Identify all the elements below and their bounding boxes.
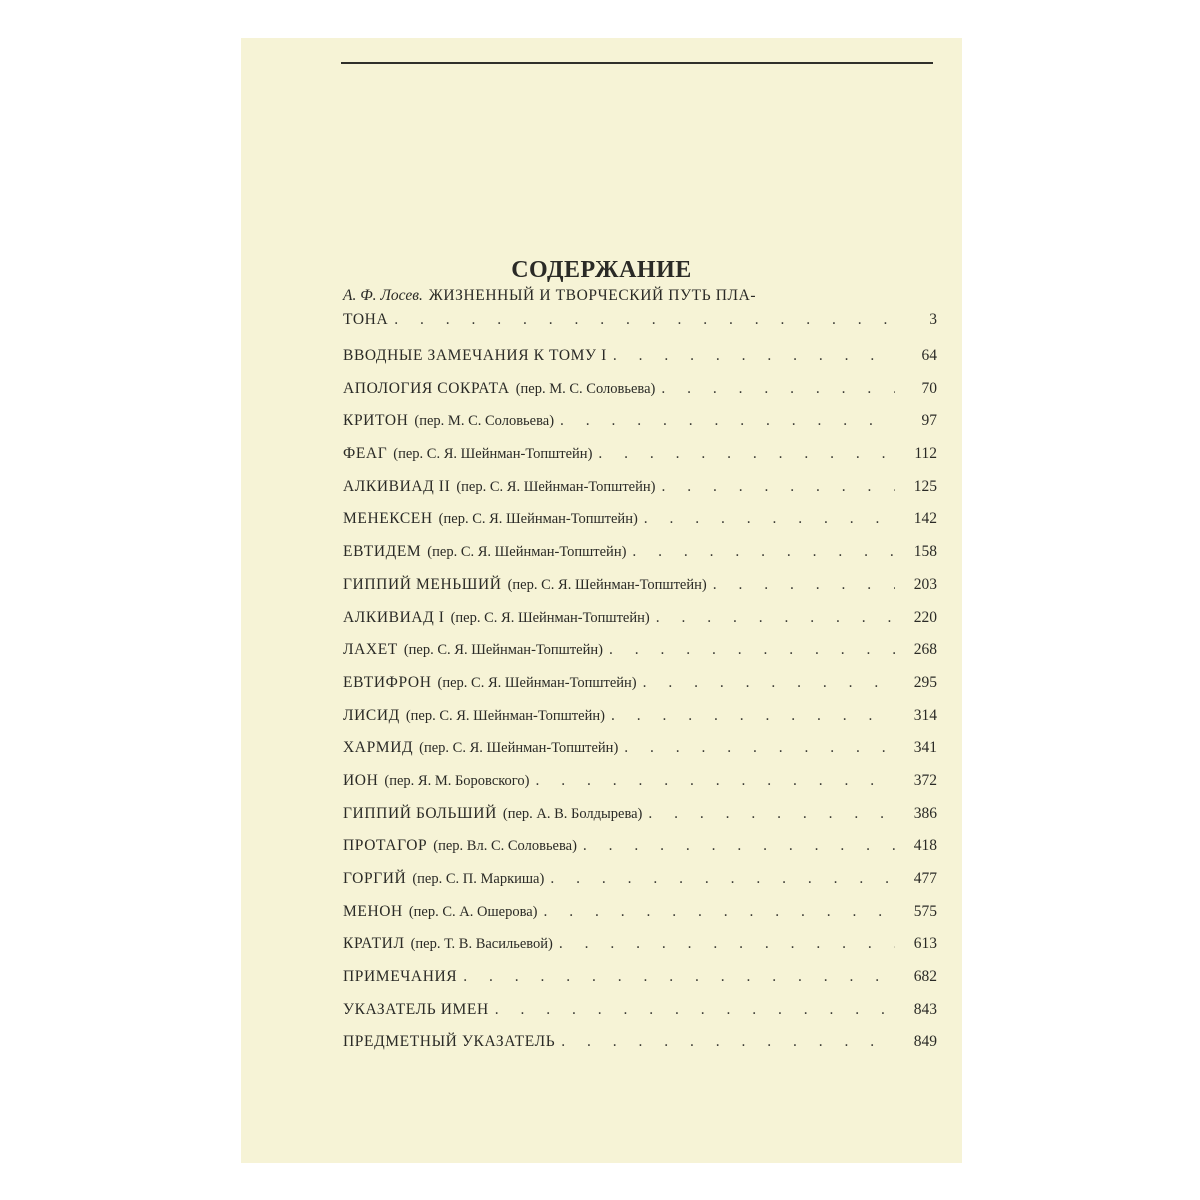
toc-entry-title: ГИППИЙ БОЛЬШИЙ [343,804,497,822]
toc-entry-translator: (пер. Вл. С. Соловьева) [433,838,577,855]
dot-leader [394,311,895,329]
toc-entry-page: 203 [913,575,937,593]
dot-leader [643,674,895,692]
toc-entry-intro-continued [343,311,937,347]
toc-entry [343,510,937,543]
toc-entry-title: ЛАХЕТ [343,641,398,659]
toc-entry-page: 682 [913,968,937,986]
toc-entry [343,576,937,609]
toc-entry [343,903,937,936]
toc-entry-title: ВВОДНЫЕ ЗАМЕЧАНИЯ К ТОМУ I [343,347,607,364]
toc-entry-title: МЕНЕКСЕН [343,510,433,528]
dot-leader [535,772,895,790]
toc-entry-page: 575 [913,902,937,920]
dot-leader [560,412,895,430]
dot-leader [544,903,895,921]
toc-entry [343,805,937,838]
toc-entry-title: ЖИЗНЕННЫЙ И ТВОРЧЕСКИЙ ПУТЬ ПЛА- [428,287,757,304]
toc-entry-translator: (пер. С. А. Ошерова) [408,903,538,920]
toc-entry-title: ФЕАГ [343,445,388,463]
dot-leader [583,837,895,855]
toc-entry-translator: (пер. С. Я. Шейнман-Топштейн) [393,446,593,463]
toc-entry-page: 849 [913,1033,937,1051]
toc-entry-translator: (пер. С. Я. Шейнман-Топштейн) [456,478,656,495]
dot-leader [661,380,895,398]
toc-entry-title: ГИППИЙ МЕНЬШИЙ [343,575,502,593]
toc-entry-page: 613 [913,935,937,953]
toc-entry-title: АЛКИВИАД II [343,477,451,495]
toc-entry [343,641,937,674]
toc-entry [343,772,937,805]
toc-entry-translator: (пер. А. В. Болдырева) [502,805,643,822]
toc-entry [343,380,937,413]
toc-entry-title: КРИТОН [343,412,409,430]
dot-leader [561,1033,895,1051]
dot-leader [559,935,895,953]
dot-leader [613,347,895,365]
toc-entry-translator: (пер. С. Я. Шейнман-Топштейн) [450,609,650,626]
toc-entry [343,739,937,772]
toc-entry [343,707,937,740]
toc-entry-translator: (пер. С. Я. Шейнман-Топштейн) [419,740,619,757]
toc-entry-title: ЕВТИФРОН [343,673,432,691]
toc-entry-page: 418 [913,837,937,855]
toc-entry [343,837,937,870]
dot-leader [609,641,895,659]
toc-entry-page: 70 [921,379,937,397]
toc-entry [343,1033,937,1066]
toc-entry [343,609,937,642]
dot-leader [661,478,895,496]
dot-leader [550,870,895,888]
toc-entry-translator: (пер. Т. В. Васильевой) [410,936,553,953]
toc-list [343,347,937,1066]
dot-leader [632,543,895,561]
dot-leader [713,576,895,594]
toc-entry [343,543,937,576]
toc-entry-translator: (пер. Я. М. Боровского) [384,772,530,789]
toc-entry-author: А. Ф. Лосев. [343,287,423,304]
toc-entry-title: ИОН [343,771,379,789]
toc-entry-title: ПРОТАГОР [343,837,428,855]
dot-leader [644,510,895,528]
dot-leader [611,707,895,725]
toc-entry-title: ПРИМЕЧАНИЯ [343,968,458,986]
toc-entry-page: 64 [921,347,937,364]
toc-entry-page: 158 [913,543,937,561]
toc-entry-page: 843 [913,1000,937,1018]
toc-entry [343,412,937,445]
toc-entry-translator: (пер. С. Я. Шейнман-Топштейн) [403,642,603,659]
toc-entry-translator: (пер. М. С. Соловьева) [515,380,656,397]
toc-entry-page: 142 [913,510,937,528]
toc-entry-translator: (пер. С. Я. Шейнман-Топштейн) [405,707,605,724]
toc-entry-page: 97 [921,412,937,430]
toc-entry [343,870,937,903]
toc-entry-page: 372 [913,771,937,789]
toc-entry [343,1001,937,1034]
toc-entry-page: 112 [914,445,937,463]
toc-entry-translator: (пер. С. Я. Шейнман-Топштейн) [507,576,707,593]
dot-leader [463,968,895,986]
table-of-contents [343,287,937,1066]
toc-entry-intro [343,287,937,311]
toc-entry-page: 386 [913,804,937,822]
toc-entry-title: АЛКИВИАД I [343,608,445,626]
dot-leader [598,445,895,463]
toc-entry [343,968,937,1001]
toc-entry-title: ГОРГИЙ [343,870,407,887]
toc-entry-page: 268 [913,641,937,659]
toc-entry [343,347,937,380]
toc-entry-page: 341 [913,739,937,757]
toc-entry-title: ЕВТИДЕМ [343,543,422,561]
toc-entry-translator: (пер. С. Я. Шейнман-Топштейн) [437,674,637,691]
book-page [241,38,962,1163]
dot-leader [648,805,895,823]
toc-entry [343,674,937,707]
toc-entry-translator: (пер. М. С. Соловьева) [414,413,555,430]
toc-entry-page: 295 [913,673,937,691]
toc-entry-title: ЛИСИД [343,706,400,724]
toc-entry-title: УКАЗАТЕЛЬ ИМЕН [343,1000,489,1018]
toc-entry-translator: (пер. С. Я. Шейнман-Топштейн) [427,544,627,561]
toc-entry-page: 477 [913,870,937,887]
toc-entry-page: 125 [913,477,937,495]
toc-entry-title: КРАТИЛ [343,935,405,953]
toc-entry-translator: (пер. С. Я. Шейнман-Топштейн) [438,511,638,528]
dot-leader [656,609,895,627]
toc-entry [343,935,937,968]
toc-entry-title: ХАРМИД [343,739,414,757]
toc-entry-translator: (пер. С. П. Маркиша) [412,871,545,887]
dot-leader [495,1001,895,1019]
top-rule [341,62,933,64]
toc-entry-page: 314 [913,706,937,724]
toc-entry-page: 3 [929,311,937,328]
toc-entry-page: 220 [913,608,937,626]
toc-entry [343,478,937,511]
toc-entry-title: МЕНОН [343,902,403,920]
toc-entry-title: ПРЕДМЕТНЫЙ УКАЗАТЕЛЬ [343,1033,556,1051]
toc-entry-title: АПОЛОГИЯ СОКРАТА [343,379,510,397]
toc-entry-title-continued: ТОНА [343,311,389,328]
page-title: СОДЕРЖАНИЕ [511,257,692,283]
toc-entry [343,445,937,478]
dot-leader [624,739,895,757]
